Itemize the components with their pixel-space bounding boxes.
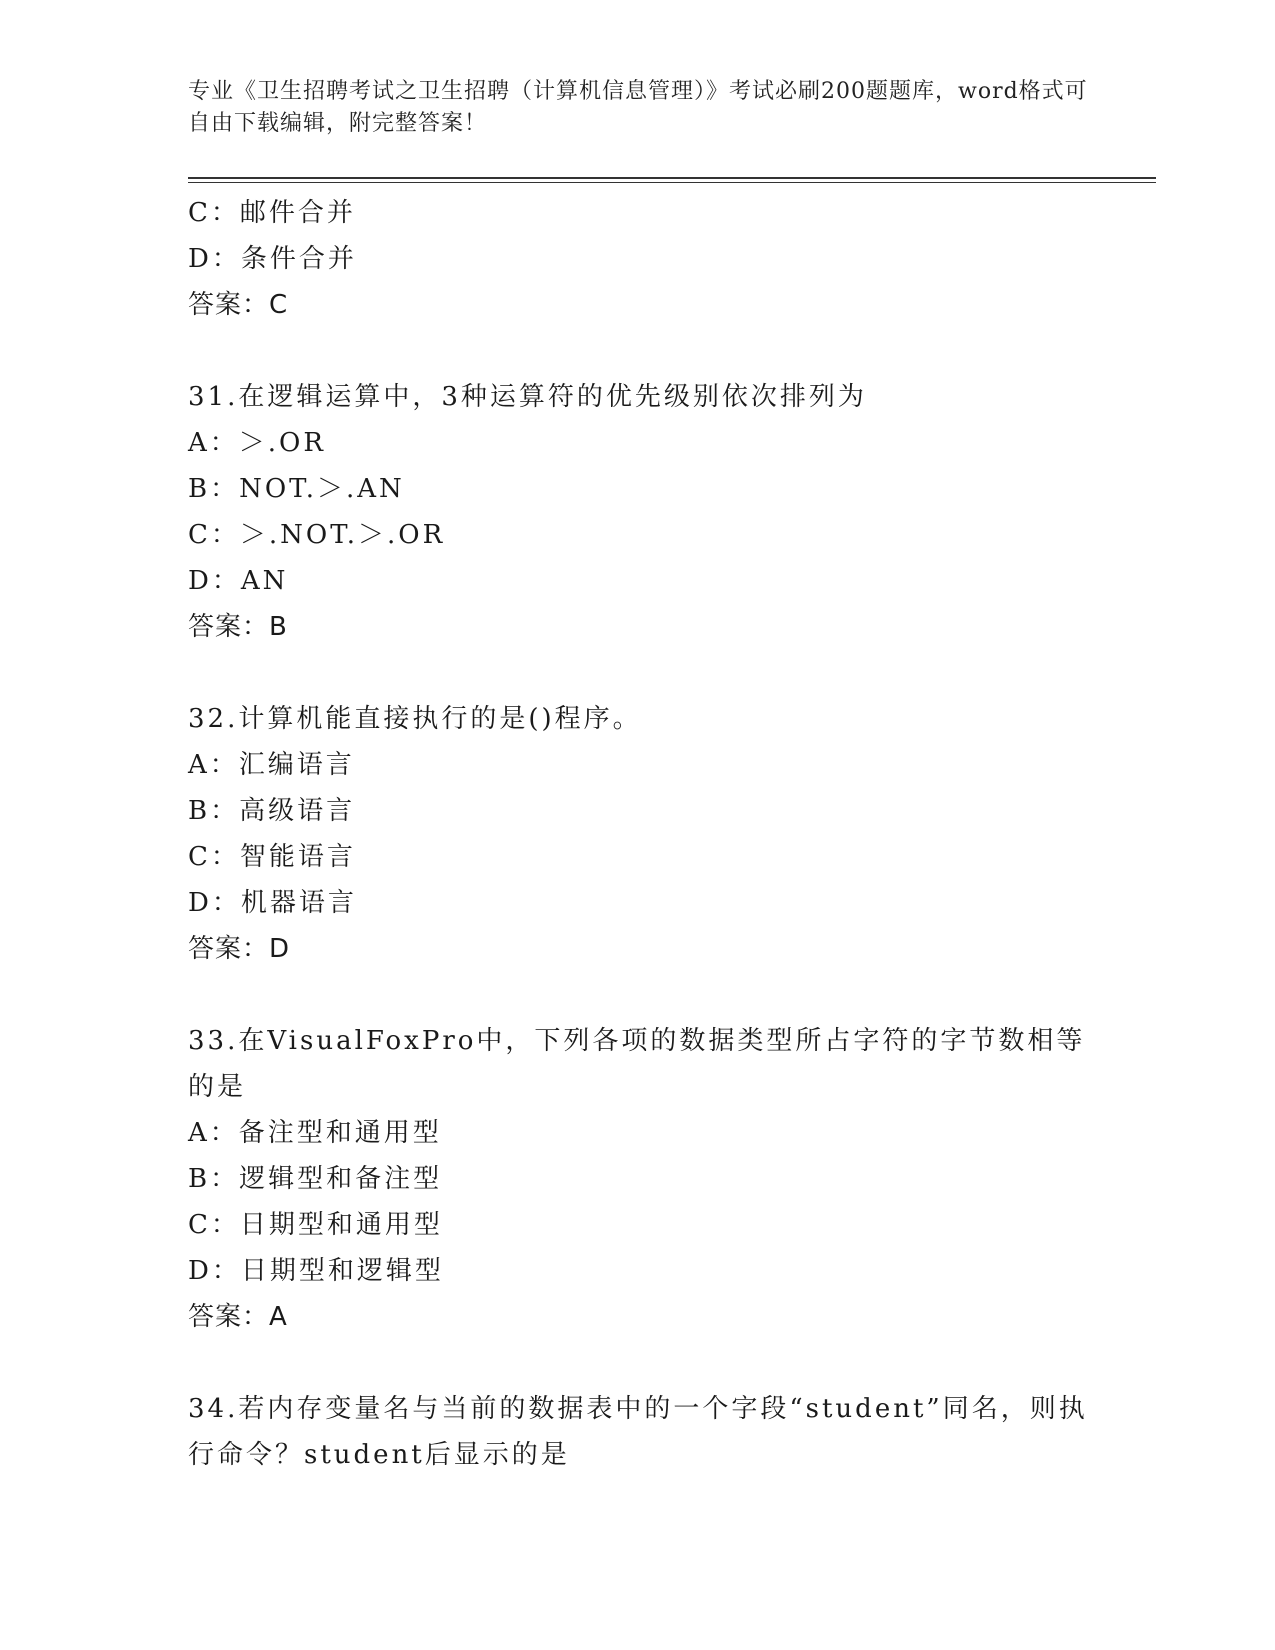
option-line: C：日期型和通用型 bbox=[188, 1210, 443, 1240]
header-divider-thick bbox=[188, 177, 1156, 179]
option-line: A：＞.OR bbox=[188, 428, 326, 458]
answer-line: 答案：B bbox=[188, 612, 288, 642]
option-line: D：条件合并 bbox=[188, 244, 357, 274]
option-line: C：邮件合并 bbox=[188, 198, 356, 228]
option-line: A：汇编语言 bbox=[188, 750, 355, 780]
document-header: 专业《卫生招聘考试之卫生招聘（计算机信息管理）》考试必刷200题题库，word格式可自由下载编辑，附完整答案！ bbox=[188, 79, 1088, 136]
option-line: B：逻辑型和备注型 bbox=[188, 1164, 443, 1194]
option-line: C：智能语言 bbox=[188, 842, 356, 872]
answer-line: 答案：A bbox=[188, 1302, 288, 1332]
option-line: D：AN bbox=[188, 566, 289, 596]
question-32: 32.计算机能直接执行的是()程序。 bbox=[188, 704, 642, 734]
answer-line: 答案：D bbox=[188, 934, 291, 964]
option-line: A：备注型和通用型 bbox=[188, 1118, 442, 1148]
question-34: 34.若内存变量名与当前的数据表中的一个字段“student”同名，则执行命令？student后显示的是 bbox=[188, 1394, 1088, 1470]
option-line: D：机器语言 bbox=[188, 888, 357, 918]
option-line: B：NOT.＞.AN bbox=[188, 474, 405, 504]
header-divider-thin bbox=[188, 182, 1156, 183]
document-body bbox=[188, 190, 1088, 1478]
option-line: D：日期型和逻辑型 bbox=[188, 1256, 444, 1286]
option-line: B：高级语言 bbox=[188, 796, 356, 826]
option-line: C：＞.NOT.＞.OR bbox=[188, 520, 446, 550]
question-33: 33.在VisualFoxPro中，下列各项的数据类型所占字符的字节数相等的是 bbox=[188, 1026, 1086, 1102]
answer-line: 答案：C bbox=[188, 290, 289, 320]
question-31: 31.在逻辑运算中，3种运算符的优先级别依次排列为 bbox=[188, 382, 867, 412]
